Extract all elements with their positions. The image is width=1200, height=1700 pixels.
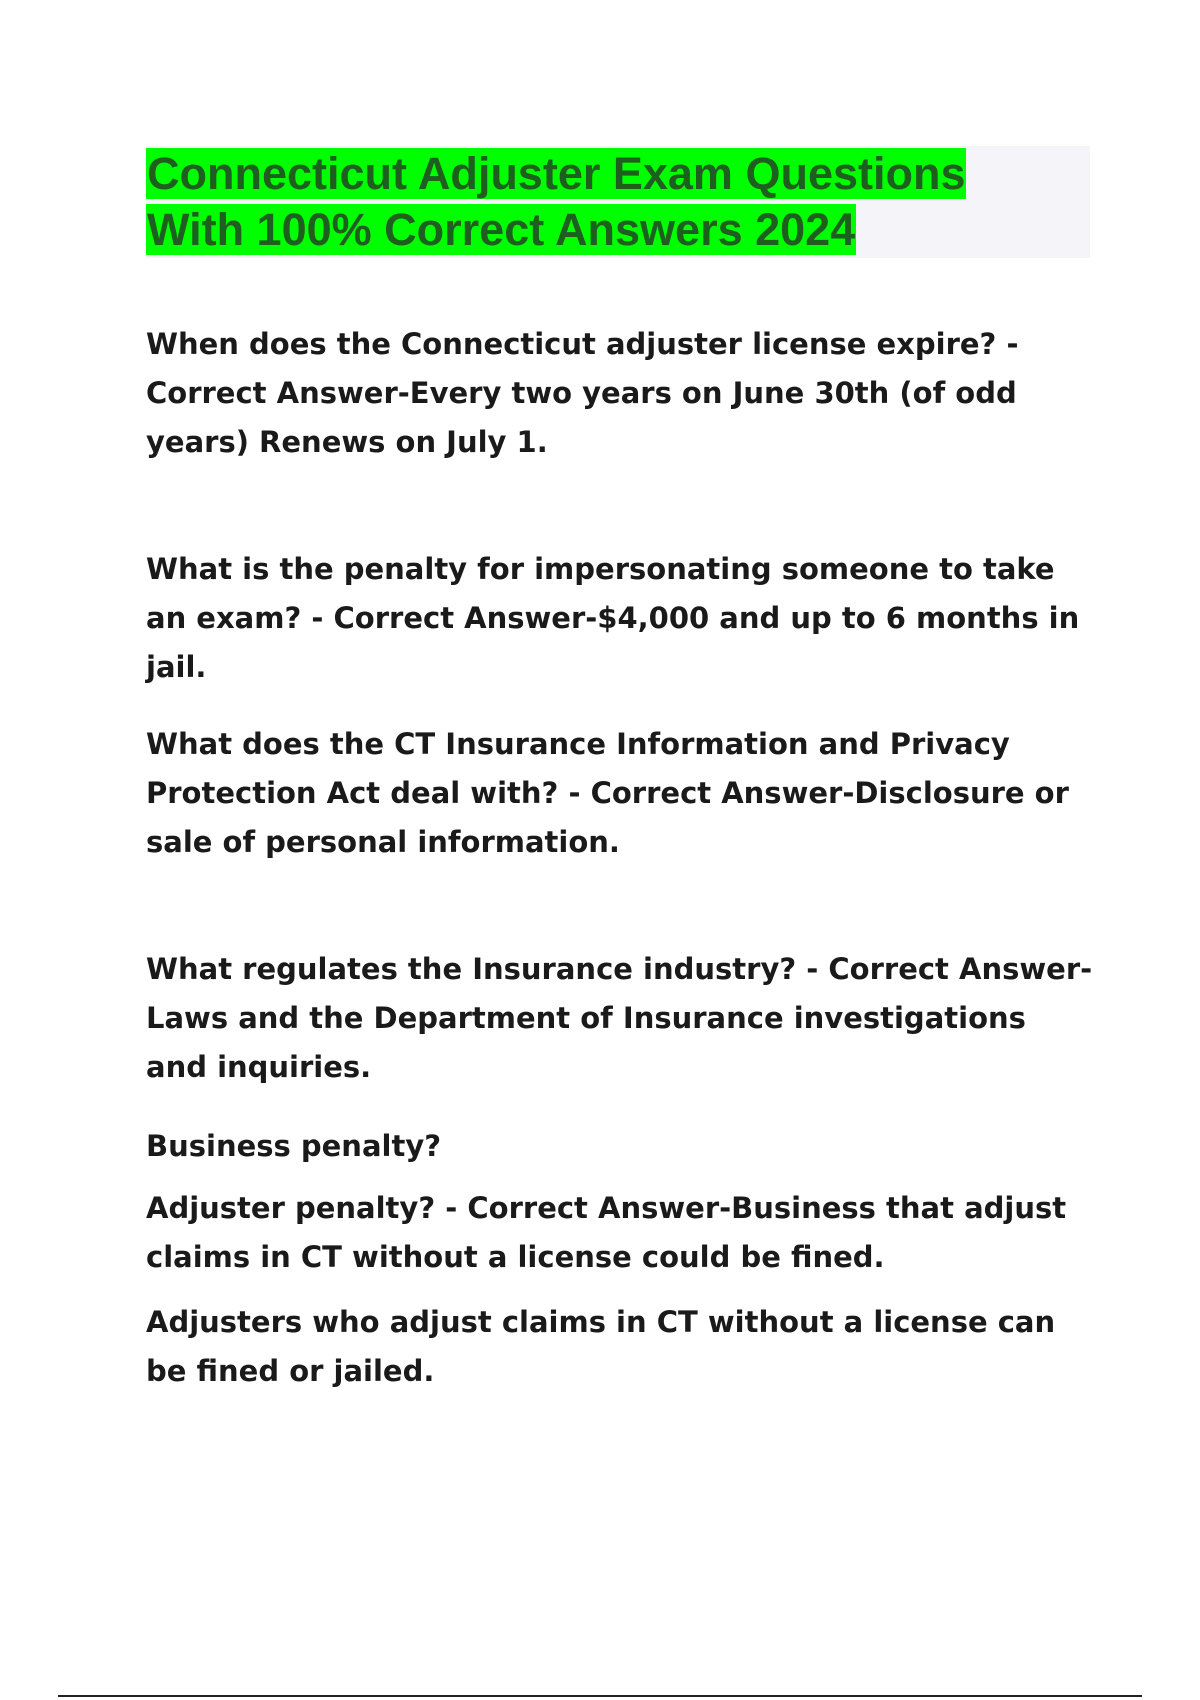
- qa-item-regulation: What regulates the Insurance industry? - Correct Answer-Laws and the Department of Insurance investigations and inquiries.: [146, 952, 1093, 1084]
- qa-item-impersonation-penalty: What is the penalty for impersonating someone to take an exam? - Correct Answer-$4,000 and up to 6 months in jail.: [146, 552, 1080, 684]
- qa-item-privacy-act: What does the CT Insurance Information and Privacy Protection Act deal with? - Correct Answer-Disclosure or sale of personal information.: [146, 727, 1069, 859]
- qa-item-adjusters-fined: Adjusters who adjust claims in CT without a license can be fined or jailed.: [146, 1305, 1056, 1388]
- qa-item-license-expiry: When does the Connecticut adjuster license expire? - Correct Answer-Every two years on June 30th (of odd years) Renews on July 1.: [146, 327, 1019, 459]
- title-line-1: Connecticut Adjuster Exam Questions: [147, 148, 966, 199]
- qa-item-business-penalty: Business penalty?: [146, 1129, 442, 1163]
- qa-item-adjuster-penalty: Adjuster penalty? - Correct Answer-Business that adjust claims in CT without a license could be fined.: [146, 1191, 1067, 1274]
- title-line-2: With 100% Correct Answers 2024: [147, 204, 856, 255]
- page-divider: [58, 1695, 1142, 1697]
- document-title: [146, 146, 1046, 258]
